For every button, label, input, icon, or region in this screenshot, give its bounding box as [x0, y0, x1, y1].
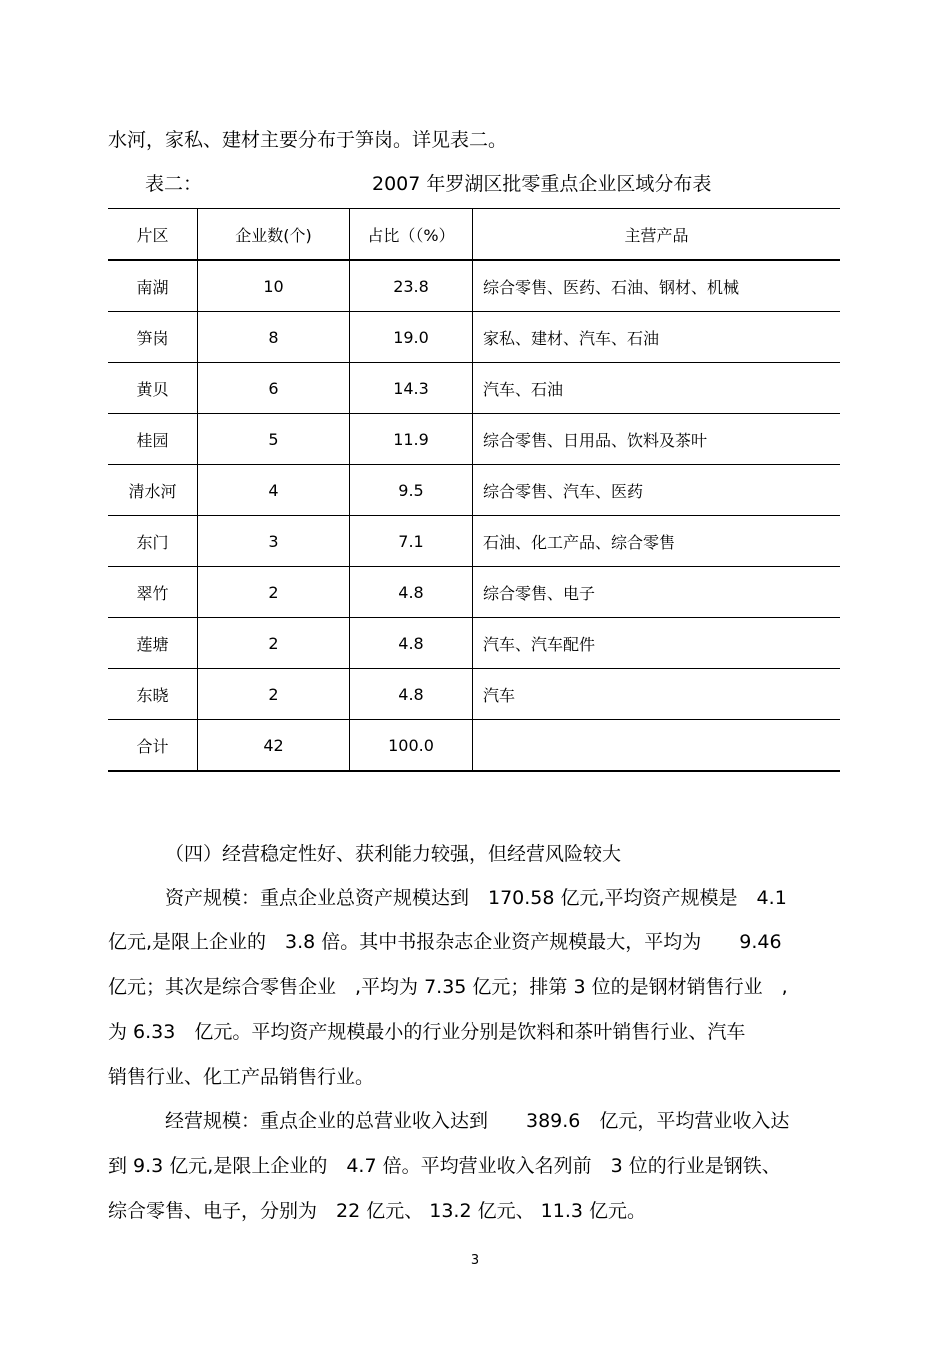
cell-count: 2 [198, 618, 350, 669]
paragraph-line: 经营规模：重点企业的总营业收入达到 389.6 亿元，平均营业收入达 [165, 1110, 790, 1132]
cell-region: 黄贝 [136, 379, 169, 399]
region-distribution-table [108, 208, 840, 772]
paragraph-line: 综合零售、电子，分别为 22 亿元、 13.2 亿元、 11.3 亿元。 [108, 1200, 646, 1222]
cell-products [473, 720, 841, 772]
table-row [108, 516, 840, 567]
table-caption-title: 2007 年罗湖区批零重点企业区域分布表 [372, 173, 712, 195]
cell-region: 莲塘 [136, 634, 169, 654]
cell-count: 2 [198, 669, 350, 720]
cell-share: 11.9 [350, 414, 473, 465]
cell-count: 3 [198, 516, 350, 567]
cell-products: 综合零售、医药、石油、钢材、机械 [473, 260, 841, 312]
paragraph-line: 到 9.3 亿元,是限上企业的 4.7 倍。平均营业收入名列前 3 位的行业是钢铁、 [108, 1155, 781, 1177]
table-row [108, 465, 840, 516]
header-region: 片区 [136, 225, 169, 245]
paragraph-line: 亿元,是限上企业的 3.8 倍。其中书报杂志企业资产规模最大，平均为 9.46 [108, 931, 782, 953]
cell-count: 42 [198, 720, 350, 772]
cell-share: 23.8 [350, 260, 473, 312]
table-row [108, 618, 840, 669]
paragraph-line: 销售行业、化工产品销售行业。 [108, 1066, 375, 1088]
cell-share: 4.8 [350, 618, 473, 669]
cell-share: 4.8 [350, 567, 473, 618]
table-row [108, 260, 840, 312]
cell-region: 笋岗 [136, 328, 169, 348]
cell-count: 10 [198, 260, 350, 312]
cell-region: 东晓 [136, 685, 169, 705]
table-header-row [108, 209, 840, 261]
intro-line: 水河，家私、建材主要分布于笋岗。详见表二。 [108, 129, 508, 151]
cell-share: 19.0 [350, 312, 473, 363]
section-heading: （四）经营稳定性好、获利能力较强，但经营风险较大 [165, 843, 622, 865]
cell-products: 汽车 [473, 669, 841, 720]
cell-share: 14.3 [350, 363, 473, 414]
cell-products: 综合零售、电子 [473, 567, 841, 618]
cell-region: 桂园 [136, 430, 169, 450]
cell-count: 2 [198, 567, 350, 618]
table-row [108, 567, 840, 618]
cell-products: 家私、建材、汽车、石油 [473, 312, 841, 363]
header-products: 主营产品 [473, 209, 841, 261]
cell-share: 100.0 [350, 720, 473, 772]
cell-region: 清水河 [128, 481, 177, 501]
table-total-row [108, 720, 840, 772]
cell-count: 5 [198, 414, 350, 465]
page-number: 3 [470, 1253, 480, 1268]
cell-products: 汽车、石油 [473, 363, 841, 414]
cell-products: 汽车、汽车配件 [473, 618, 841, 669]
table-caption-label: 表二： [145, 173, 203, 195]
table-row [108, 312, 840, 363]
table-row [108, 414, 840, 465]
header-share: 占比（（%） [350, 209, 473, 261]
cell-share: 4.8 [350, 669, 473, 720]
cell-count: 8 [198, 312, 350, 363]
header-count: 企业数(个) [198, 209, 350, 261]
cell-count: 6 [198, 363, 350, 414]
table-row [108, 363, 840, 414]
cell-products: 综合零售、日用品、饮料及茶叶 [473, 414, 841, 465]
table-row [108, 669, 840, 720]
cell-share: 9.5 [350, 465, 473, 516]
paragraph-line: 资产规模：重点企业总资产规模达到 170.58 亿元,平均资产规模是 4.1 [165, 887, 787, 909]
cell-products: 综合零售、汽车、医药 [473, 465, 841, 516]
cell-region: 翠竹 [136, 583, 169, 603]
cell-count: 4 [198, 465, 350, 516]
cell-products: 石油、化工产品、综合零售 [473, 516, 841, 567]
paragraph-line: 亿元；其次是综合零售企业 ,平均为 7.35 亿元；排第 3 位的是钢材销售行业 , [108, 976, 788, 998]
cell-region: 合计 [136, 736, 169, 756]
cell-region: 东门 [136, 532, 169, 552]
paragraph-line: 为 6.33 亿元。平均资产规模最小的行业分别是饮料和茶叶销售行业、汽车 [108, 1021, 746, 1043]
cell-share: 7.1 [350, 516, 473, 567]
cell-region: 南湖 [136, 277, 169, 297]
